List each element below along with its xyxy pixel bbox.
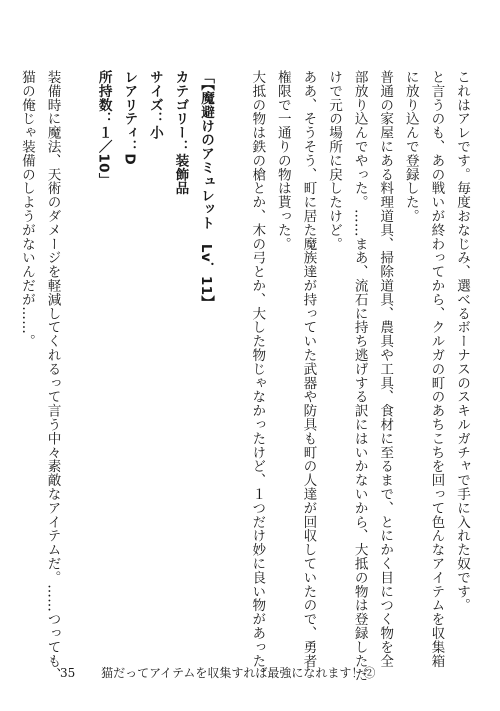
body-line: 権限で一通りの物は貰った。	[274, 70, 291, 251]
item-owned: 所持数：１／10」	[95, 70, 112, 187]
body-line: 普通の家屋にある料理道具、掃除道具、農具や工具、食材に至るまで、とにかく目につく物を全	[377, 70, 394, 668]
body-line: と言うのも、あの戦いが終わってから、クルガの町のあちこちを回って色んなアイテムを収集箱	[428, 70, 445, 668]
page-number: 35	[60, 666, 76, 680]
body-line: 装備時に魔法、天術のダメージを軽減してくれるって言う中々素敵なアイテムだ。……つっても、	[44, 70, 61, 682]
item-category: カテゴリー：装飾品	[172, 70, 189, 196]
body-line: これはアレです。毎度おなじみ、選べるボーナスのスキルガチャで手に入れた奴です。	[454, 70, 470, 613]
body-line: けで元の場所に戻したけど。	[326, 70, 343, 251]
book-title: 猫だってアイテムを収集すれば最強になれます！②	[101, 666, 376, 680]
page-footer	[60, 664, 375, 681]
body-line: 部放り込んでやった。……まあ、流石に持ち逃げする訳にはいかないから、大抵の物は登録しただ	[351, 70, 368, 682]
item-rarity: レアリティ：D	[121, 70, 138, 165]
body-line: 猫の俺じゃ装備のしようがないんだが……。	[18, 70, 35, 348]
paragraph-gap	[218, 70, 244, 650]
item-name: 「【魔避けのアミュレット Lv．11】	[198, 70, 215, 310]
body-line: 大抵の物は鉄の槍とか、木の弓とか、大した物じゃなかったけど、１つだけ妙に良い物があった。	[249, 70, 266, 682]
paragraph-gap	[65, 70, 91, 650]
body-line: ああ、そうそう、町に居た魔族達が持っていた武器や防具も町の人達が回収していたので、勇者	[300, 70, 317, 668]
body-line: に放り込んで登録した。	[402, 70, 419, 223]
item-size: サイズ：小	[146, 70, 163, 140]
